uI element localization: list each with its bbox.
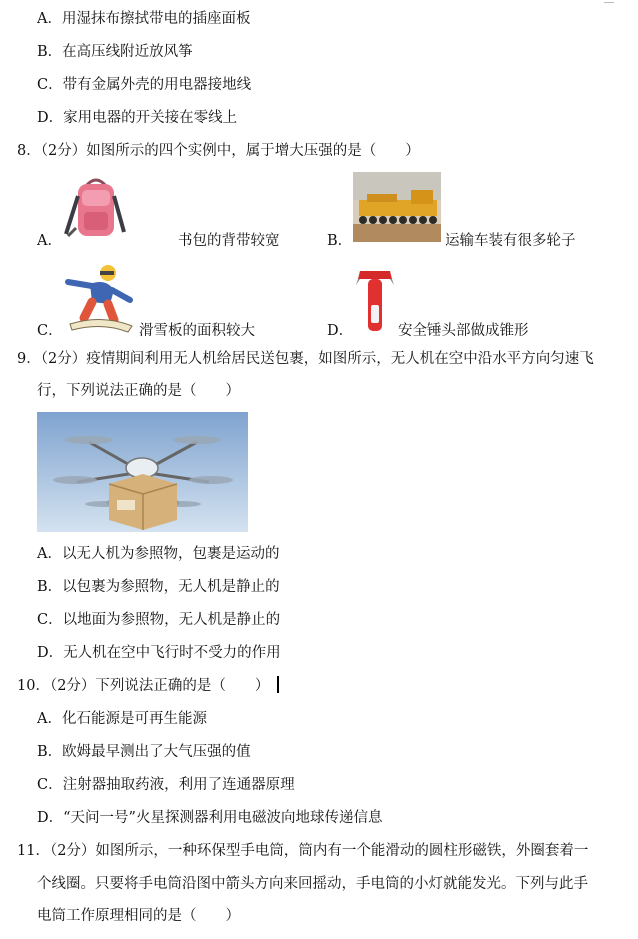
drone-with-package-icon: [37, 412, 248, 532]
q10-stem: 10．（2分）下列说法正确的是（ ）: [17, 678, 270, 694]
q10-stem-row: [17, 676, 279, 696]
safety-hammer-icon: [356, 265, 394, 335]
q11-stem-line-1: 11．（2分）如图所示，一种环保型手电筒，筒内有一个能滑动的圆柱形磁铁，外圈套着一: [17, 843, 589, 859]
q9-stem-line-2: 行，下列说法正确的是（ ）: [37, 383, 240, 399]
text-cursor: [277, 676, 279, 693]
q11-stem-line-2: 个线圈。只要将手电筒沿图中箭头方向来回摇动，手电筒的小灯就能发光。下列与此手: [37, 876, 588, 892]
heavy-truck-icon: [353, 172, 441, 242]
q8-option-b-caption: 运输车装有很多轮子: [445, 233, 576, 249]
q7-option-a: A．用湿抹布擦拭带电的插座面板: [37, 11, 251, 27]
q8-stem: 8．（2分）如图所示的四个实例中，属于增大压强的是（ ）: [17, 143, 420, 159]
q8-option-c-letter: C．: [37, 323, 63, 339]
q10-option-c: C．注射器抽取药液，利用了连通器原理: [37, 777, 295, 793]
q7-option-d: D．家用电器的开关接在零线上: [37, 110, 238, 126]
q10-option-a: A．化石能源是可再生能源: [37, 711, 207, 727]
q9-option-c: C．以地面为参照物，无人机是静止的: [37, 612, 281, 628]
q8-option-d-caption: 安全锤头部做成锥形: [398, 323, 529, 339]
snowboarder-icon: [62, 262, 136, 336]
backpack-icon: [64, 176, 128, 242]
q9-option-a: A．以无人机为参照物，包裹是运动的: [37, 546, 280, 562]
q9-stem-line-1: 9．（2分）疫情期间利用无人机给居民送包裹，如图所示，无人机在空中沿水平方向匀速飞: [17, 351, 594, 367]
q7-option-b: B．在高压线附近放风筝: [37, 44, 193, 60]
q9-option-d: D．无人机在空中飞行时不受力的作用: [37, 645, 281, 661]
page-corner-mark: [604, 2, 614, 3]
q10-option-b: B．欧姆最早测出了大气压强的值: [37, 744, 251, 760]
q8-option-b-letter: B．: [327, 233, 353, 249]
q10-option-d: D．“天问一号”火星探测器利用电磁波向地球传递信息: [37, 810, 383, 826]
q7-option-c: C．带有金属外壳的用电器接地线: [37, 77, 252, 93]
q8-option-a-letter: A．: [37, 233, 62, 249]
q8-option-c-caption: 滑雪板的面积较大: [139, 323, 255, 339]
q8-option-d-letter: D．: [327, 323, 354, 339]
q11-stem-line-3: 电筒工作原理相同的是（ ）: [37, 908, 240, 924]
q8-option-a-caption: 书包的背带较宽: [178, 233, 280, 249]
q9-option-b: B．以包裹为参照物，无人机是静止的: [37, 579, 280, 595]
